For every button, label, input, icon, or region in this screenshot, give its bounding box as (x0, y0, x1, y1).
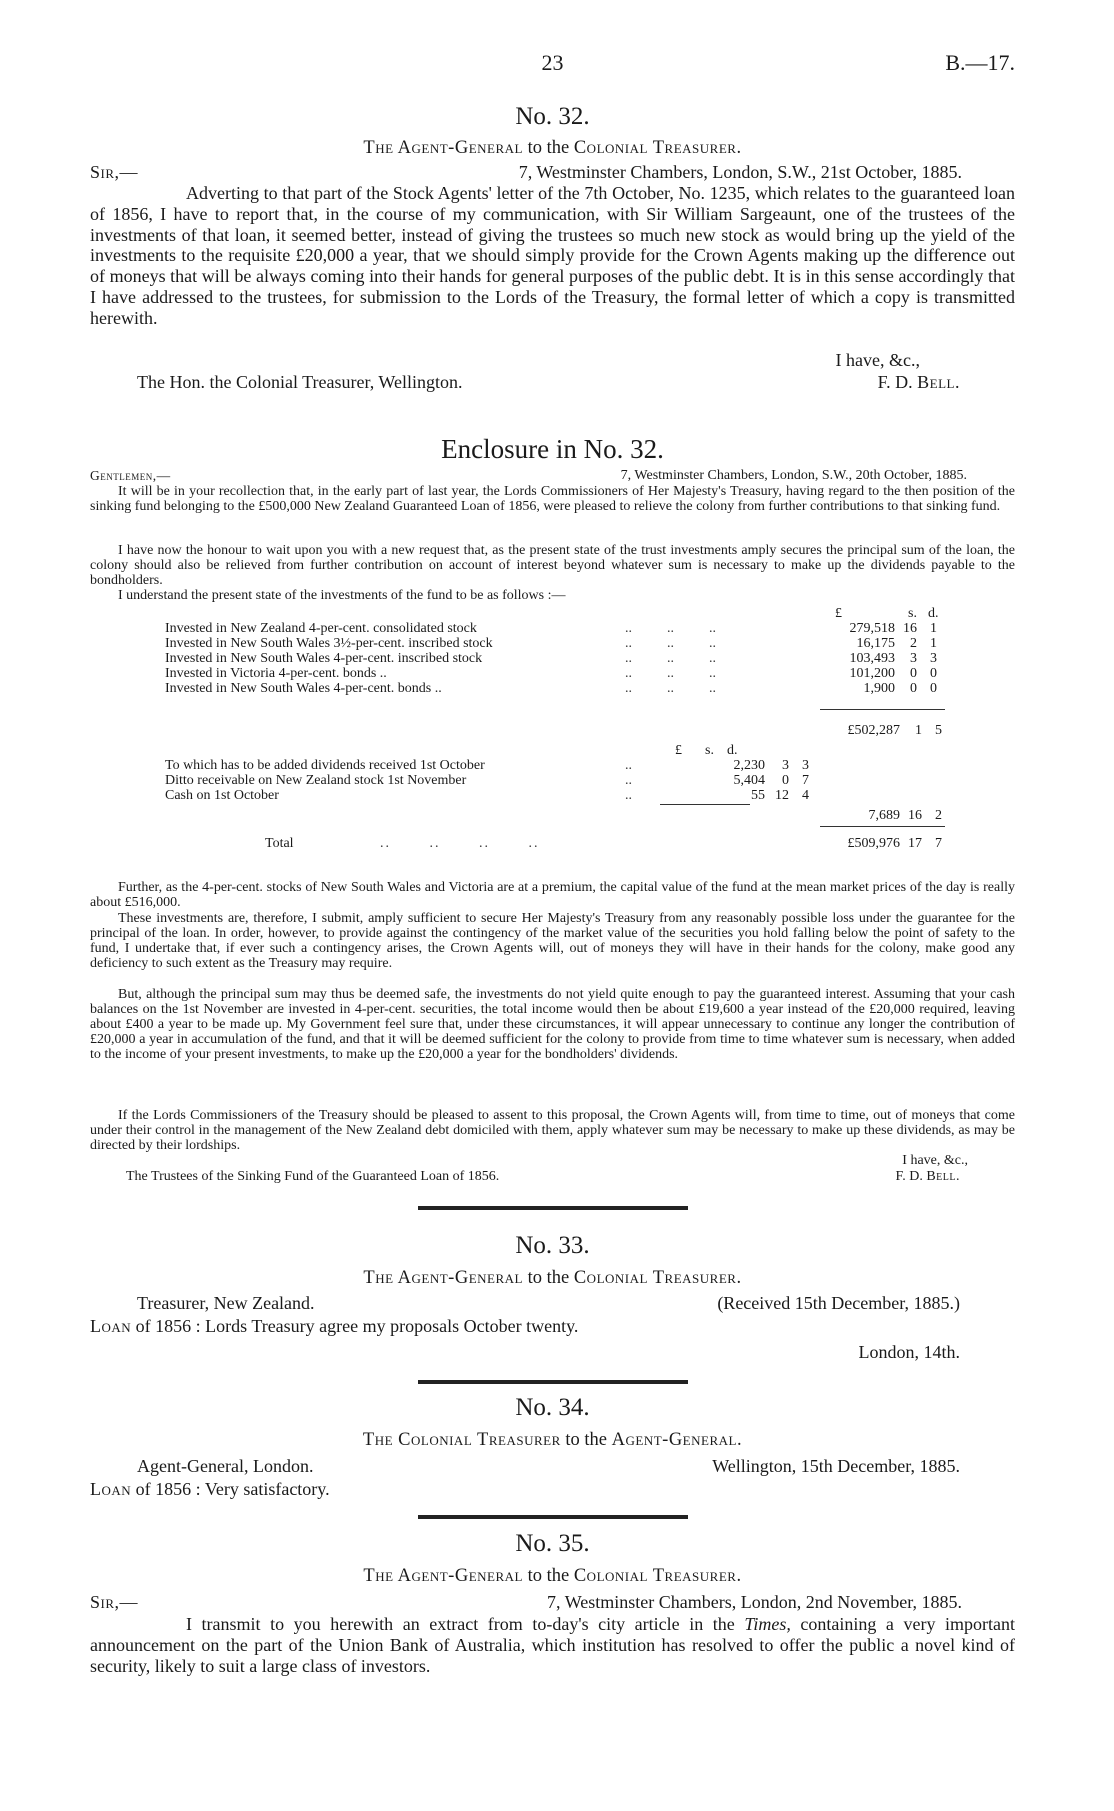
amount-pounds: 101,200 (849, 666, 895, 681)
amount-pounds: 279,518 (849, 621, 895, 636)
amount-pounds: 103,493 (849, 651, 895, 666)
amount-pence: 0 (930, 681, 937, 696)
amount-pounds: 55 (751, 788, 765, 803)
row-label: Invested in New Zealand 4-per-cent. consolidated stock (165, 621, 477, 636)
addition-row (165, 788, 809, 803)
amount-pence: 3 (802, 758, 809, 773)
amount-pounds: 5,404 (733, 773, 765, 788)
additions-total-pounds: 7,689 (868, 808, 900, 823)
enclosure-title: Enclosure in No. 32. (441, 434, 664, 464)
enclosure-paragraph-6: But, although the principal sum may thus be deemed safe, the investments do not yield quite enough to pay the guaranteed interest. Assuming that your cash balances on the 1st November are invested in 4-per-cent. securities, the total income would then be about £19,600 a year instead of the £20,000 required, leaving about £400 a year to be made up. My Government feel sure that, under these circumstances, it will appear unnecessary to continue any longer the contribution of £20,000 a year in accumulation of the fund, and that it will be deemed sufficient for the colony to provide from time to time whatever sum is necessary, when added to the income of your present investments, to make up the £20,000 a year for the bondholders' dividends. (90, 987, 1015, 1063)
enclosure-salutation: Gentlemen,— (90, 468, 171, 483)
page-number: 23 (541, 50, 564, 75)
leader-dots: .. .. .. (625, 651, 716, 666)
row-label: Invested in New South Wales 4-per-cent. inscribed stock (165, 651, 483, 666)
row-label: To which has to be added dividends received 1st October (165, 758, 485, 773)
investment-row (165, 651, 937, 666)
col-pounds-header: £ (835, 606, 842, 621)
section-divider-1 (418, 1206, 688, 1210)
salutation-35: Sir,— (90, 1592, 139, 1612)
letter-body-32: Adverting to that part of the Stock Agents' letter of the 7th October, No. 1235, which relates to the guaranteed loan of 1856, I have to report that, in the course of my communication, with Sir William Sargeaunt, one of the trustees of the investments of that loan, it seemed better, instead of giving the trustees so much new stock as would bring up the yield of the investments to the requisite £20,000 a year, that we should simply provide for the Crown Agents making up the difference out of moneys that will be always coming into their hands for general purposes of the public debt. It is in this sense accordingly that I have addressed to the trustees, for submission to the Lords of the Treasury, the formal letter of which a copy is transmitted herewith. (90, 183, 1015, 328)
closing-32: I have, &c., (835, 350, 920, 370)
leader-dots: .. .. .. (625, 666, 716, 681)
grand-total-pence: 7 (935, 836, 942, 851)
subtotal-rule (820, 709, 945, 710)
leader-dots: .. .. .. (625, 681, 716, 696)
amount-shillings: 0 (910, 666, 917, 681)
address-32: 7, Westminster Chambers, London, S.W., 21st October, 1885. (518, 162, 962, 182)
row-label: Ditto receivable on New Zealand stock 1st November (165, 773, 467, 788)
place-date-34: Wellington, 15th December, 1885. (712, 1456, 960, 1476)
addition-row (165, 773, 809, 788)
enclosure-addressee: The Trustees of the Sinking Fund of the Guaranteed Loan of 1856. (126, 1169, 500, 1184)
enclosure-closing: I have, &c., (902, 1153, 968, 1168)
enclosure-signature: F. D. Bell. (895, 1169, 960, 1184)
leader-dots: .. .. .. (625, 636, 716, 651)
amount-pence: 1 (930, 636, 937, 651)
leader-dots: .. .. .. (625, 621, 716, 636)
leader-dots: .. (625, 788, 632, 803)
section-number-32: No. 32. (515, 103, 590, 130)
addition-row (165, 758, 809, 773)
running-header (90, 50, 1015, 80)
enclosure-paragraph-2: I have now the honour to wait upon you with a new request that, as the present state of the trust investments amply secures the principal sum of the loan, the colony should also be relieved from further contribution on account of interest beyond whatever sum is necessary to make up the dividends payable to the bondholders. (90, 543, 1015, 589)
subtotal-shillings: 1 (915, 723, 922, 738)
amount-shillings: 3 (910, 651, 917, 666)
amount-shillings: 12 (775, 788, 789, 803)
total-rule (820, 826, 945, 827)
section-number-34: No. 34. (515, 1394, 590, 1421)
subtotal-pounds: £502,287 (847, 723, 900, 738)
additions-table (165, 758, 809, 803)
leader-dots: .. (625, 758, 632, 773)
investment-row (165, 666, 937, 681)
leader-dots: .. (625, 773, 632, 788)
enclosure-paragraph-5: These investments are, therefore, I submit, amply sufficient to secure Her Majesty's Treasury from any reasonably possible loss under the guarantee for the principal of the loan. In order, however, to provide against the contingency of the market value of the securities you hold falling below the point of safety to the fund, I undertake that, if ever such a contingency arises, the Crown Agents will, out of moneys they will have in their hands for the colony, make good any deficiency to such extent as the Treasury may require. (90, 911, 1015, 972)
section-heading-33: The Agent-General to the Colonial Treasurer. (363, 1268, 742, 1288)
telegram-recipient-34: Agent-General, London. (137, 1456, 314, 1476)
investment-row (165, 636, 937, 651)
row-label: Invested in New South Wales 4-per-cent. bonds .. (165, 681, 442, 696)
amount-shillings: 0 (782, 773, 789, 788)
section-divider-2 (418, 1380, 688, 1384)
amount-pounds: 1,900 (863, 681, 895, 696)
inner-col-pence-header: d. (727, 743, 738, 758)
grand-total-pounds: £509,976 (847, 836, 900, 851)
section-heading-32: The Agent-General to the Colonial Treasurer. (363, 138, 742, 158)
col-pence-header: d. (928, 606, 939, 621)
section-heading-34: The Colonial Treasurer to the Agent-General. (362, 1430, 743, 1450)
total-leader-dots: .. .. .. .. (380, 836, 540, 851)
salutation-32: Sir,— (90, 162, 139, 182)
amount-shillings: 2 (910, 636, 917, 651)
amount-pence: 0 (930, 666, 937, 681)
amount-pounds: 16,175 (856, 636, 895, 651)
amount-pence: 1 (930, 621, 937, 636)
additions-total-pence: 2 (935, 808, 942, 823)
enclosure-address: 7, Westminster Chambers, London, S.W., 20th October, 1885. (620, 468, 967, 483)
inner-col-pounds-header: £ (675, 743, 682, 758)
address-35: 7, Westminster Chambers, London, 2nd November, 1885. (547, 1592, 962, 1612)
amount-pence: 7 (802, 773, 809, 788)
section-number-33: No. 33. (515, 1232, 590, 1259)
amount-pence: 3 (930, 651, 937, 666)
amount-shillings: 0 (910, 681, 917, 696)
investment-row (165, 681, 937, 696)
col-shillings-header: s. (908, 606, 917, 621)
received-date-33: (Received 15th December, 1885.) (717, 1293, 960, 1313)
amount-shillings: 3 (782, 758, 789, 773)
telegram-message-33: Loan of 1856 : Lords Treasury agree my proposals October twenty. (90, 1316, 579, 1336)
enclosure-paragraph-1: It will be in your recollection that, in the early part of last year, the Lords Commissioners of Her Majesty's Treasury, having regard to the then position of the sinking fund belonging to the £500,000 New Zealand Guaranteed Loan of 1856, were pleased to relieve the colony from further contributions to that sinking fund. (90, 484, 1015, 515)
row-label: Invested in Victoria 4-per-cent. bonds .. (165, 666, 387, 681)
amount-pounds: 2,230 (733, 758, 765, 773)
row-label: Cash on 1st October (165, 788, 279, 803)
section-divider-3 (418, 1515, 688, 1519)
amount-pence: 4 (802, 788, 809, 803)
place-date-33: London, 14th. (858, 1342, 960, 1362)
additions-total-shillings: 16 (908, 808, 922, 823)
document-reference: B.—17. (945, 50, 1015, 75)
telegram-recipient-33: Treasurer, New Zealand. (137, 1293, 315, 1313)
section-heading-35: The Agent-General to the Colonial Treasurer. (363, 1566, 742, 1586)
inner-col-shillings-header: s. (705, 743, 714, 758)
investment-row (165, 621, 937, 636)
amount-shillings: 16 (903, 621, 917, 636)
enclosure-paragraph-7: If the Lords Commissioners of the Treasury should be pleased to assent to this proposal, the Crown Agents will, from time to time, out of moneys that come under their control in the management of the New Zealand debt domiciled with them, apply whatever sum may be necessary to make up these dividends, as may be directed by their lordships. (90, 1108, 1015, 1154)
addressee-32: The Hon. the Colonial Treasurer, Wellington. (137, 372, 463, 392)
section-number-35: No. 35. (515, 1530, 590, 1557)
signature-32: F. D. Bell. (877, 372, 960, 392)
enclosure-paragraph-3: I understand the present state of the investments of the fund to be as follows :— (118, 588, 566, 603)
grand-total-shillings: 17 (908, 836, 922, 851)
total-label: Total (265, 836, 294, 851)
row-label: Invested in New South Wales 3½-per-cent. inscribed stock (165, 636, 493, 651)
letter-body-35: I transmit to you herewith an extract from to-day's city article in the Times, containing a very important announcement on the part of the Union Bank of Australia, which institution has resolved to offer the public a novel kind of security, likely to suit a large class of investors. (90, 1614, 1015, 1676)
telegram-message-34: Loan of 1856 : Very satisfactory. (90, 1479, 330, 1499)
subtotal-pence: 5 (935, 723, 942, 738)
additions-rule (660, 804, 750, 805)
investments-statement (90, 606, 1015, 866)
enclosure-paragraph-4: Further, as the 4-per-cent. stocks of New South Wales and Victoria are at a premium, the capital value of the fund at the mean market prices of the day is really about £516,000. (90, 880, 1015, 911)
investments-table (165, 621, 937, 696)
